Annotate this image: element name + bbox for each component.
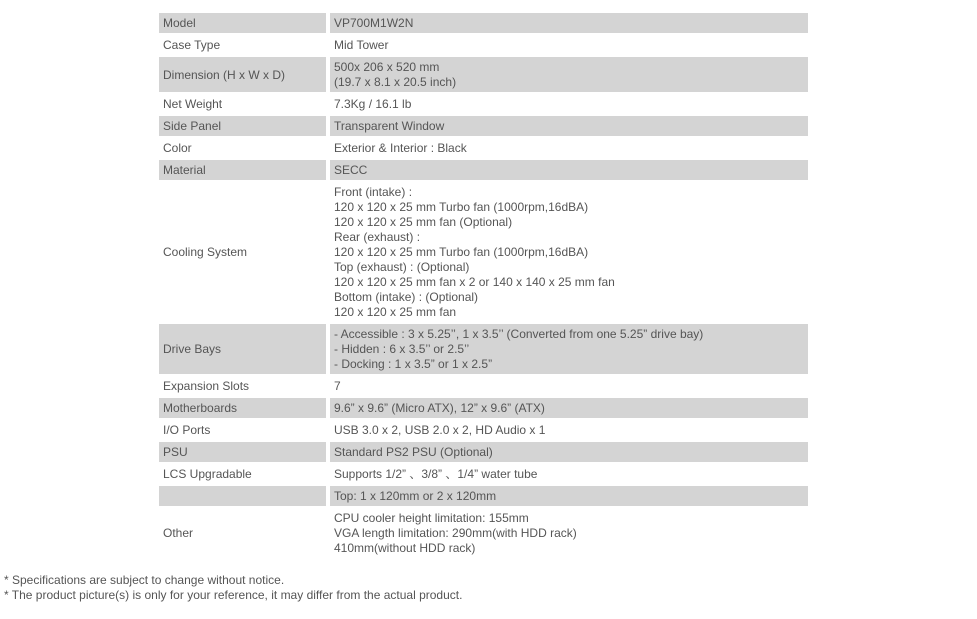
spec-row <box>159 464 808 486</box>
spec-value-line: 120 x 120 x 25 mm fan <box>334 305 457 319</box>
spec-label: Net Weight <box>159 94 330 116</box>
spec-value-line: Mid Tower <box>334 38 389 52</box>
spec-label: Model <box>159 13 330 35</box>
spec-value <box>330 35 808 57</box>
spec-label: Expansion Slots <box>159 376 330 398</box>
spec-label: Drive Bays <box>159 324 330 376</box>
spec-value-line: VP700M1W2N <box>334 16 414 30</box>
spec-value-line: Bottom (intake) : (Optional) <box>334 290 479 304</box>
spec-row <box>159 376 808 398</box>
spec-value <box>330 324 808 376</box>
spec-row <box>159 486 808 508</box>
spec-value-line: Standard PS2 PSU (Optional) <box>334 445 493 459</box>
spec-label: Color <box>159 138 330 160</box>
spec-value <box>330 116 808 138</box>
spec-row <box>159 182 808 324</box>
spec-value <box>330 182 808 324</box>
spec-row <box>159 398 808 420</box>
spec-value-line: 120 x 120 x 25 mm Turbo fan (1000rpm,16dBA) <box>334 200 589 214</box>
footnote-change-notice: * Specifications are subject to change without notice. <box>4 573 285 587</box>
spec-row <box>159 324 808 376</box>
spec-value <box>330 376 808 398</box>
spec-row <box>159 35 808 57</box>
spec-value-line: Transparent Window <box>334 119 445 133</box>
spec-value-line: 500x 206 x 520 mm <box>334 60 440 74</box>
spec-row <box>159 13 808 35</box>
spec-value-line: Front (intake) : <box>334 185 413 199</box>
spec-table-body <box>159 13 808 560</box>
spec-value-line: 7 <box>334 379 341 393</box>
spec-value-line: 120 x 120 x 25 mm fan x 2 or 140 x 140 x 25 mm fan <box>334 275 615 289</box>
spec-label: Material <box>159 160 330 182</box>
spec-value-line: (19.7 x 8.1 x 20.5 inch) <box>334 75 457 89</box>
footnote-picture-disclaimer: * The product picture(s) is only for your reference, it may differ from the actual product. <box>4 588 463 602</box>
spec-value <box>330 486 808 508</box>
spec-value-line: SECC <box>334 163 368 177</box>
spec-value-line: 9.6” x 9.6” (Micro ATX), 12” x 9.6” (ATX) <box>334 401 545 415</box>
spec-value <box>330 138 808 160</box>
spec-label: Cooling System <box>159 182 330 324</box>
spec-value <box>330 464 808 486</box>
spec-row <box>159 420 808 442</box>
spec-value <box>330 13 808 35</box>
spec-label: LCS Upgradable <box>159 464 330 486</box>
spec-value-line: Top: 1 x 120mm or 2 x 120mm <box>334 489 497 503</box>
spec-label: Case Type <box>159 35 330 57</box>
spec-value-line: Top (exhaust) : (Optional) <box>334 260 470 274</box>
spec-value-line: Exterior & Interior : Black <box>334 141 467 155</box>
spec-value-line: VGA length limitation: 290mm(with HDD rack) <box>334 526 577 540</box>
spec-row <box>159 116 808 138</box>
spec-row <box>159 508 808 560</box>
spec-value <box>330 398 808 420</box>
spec-value-line: USB 3.0 x 2, USB 2.0 x 2, HD Audio x 1 <box>334 423 546 437</box>
spec-value <box>330 94 808 116</box>
spec-value-line: 7.3Kg / 16.1 lb <box>334 97 412 111</box>
spec-label: Dimension (H x W x D) <box>159 57 330 94</box>
spec-value-line: 120 x 120 x 25 mm Turbo fan (1000rpm,16dBA) <box>334 245 589 259</box>
spec-value-line: 410mm(without HDD rack) <box>334 541 476 555</box>
spec-value-line: - Hidden : 6 x 3.5’’ or 2.5’’ <box>334 342 470 356</box>
spec-value-line: - Accessible : 3 x 5.25’’, 1 x 3.5’’ (Converted from one 5.25” drive bay) <box>334 327 704 341</box>
spec-value-line: 120 x 120 x 25 mm fan (Optional) <box>334 215 513 229</box>
spec-label <box>159 486 330 508</box>
spec-label: Motherboards <box>159 398 330 420</box>
spec-value-line: CPU cooler height limitation: 155mm <box>334 511 529 525</box>
spec-value-line: Supports 1/2” 、3/8” 、1/4” water tube <box>334 467 538 481</box>
spec-label: PSU <box>159 442 330 464</box>
spec-row <box>159 442 808 464</box>
footnotes <box>4 573 462 603</box>
spec-value <box>330 57 808 94</box>
spec-row <box>159 160 808 182</box>
spec-value <box>330 508 808 560</box>
spec-value-line: Rear (exhaust) : <box>334 230 421 244</box>
spec-label: Side Panel <box>159 116 330 138</box>
spec-value <box>330 442 808 464</box>
spec-row <box>159 138 808 160</box>
spec-label: I/O Ports <box>159 420 330 442</box>
spec-value-line: - Docking : 1 x 3.5” or 1 x 2.5” <box>334 357 493 371</box>
spec-value <box>330 160 808 182</box>
spec-row <box>159 57 808 94</box>
spec-table <box>159 13 808 560</box>
spec-label: Other <box>159 508 330 560</box>
spec-row <box>159 94 808 116</box>
spec-value <box>330 420 808 442</box>
